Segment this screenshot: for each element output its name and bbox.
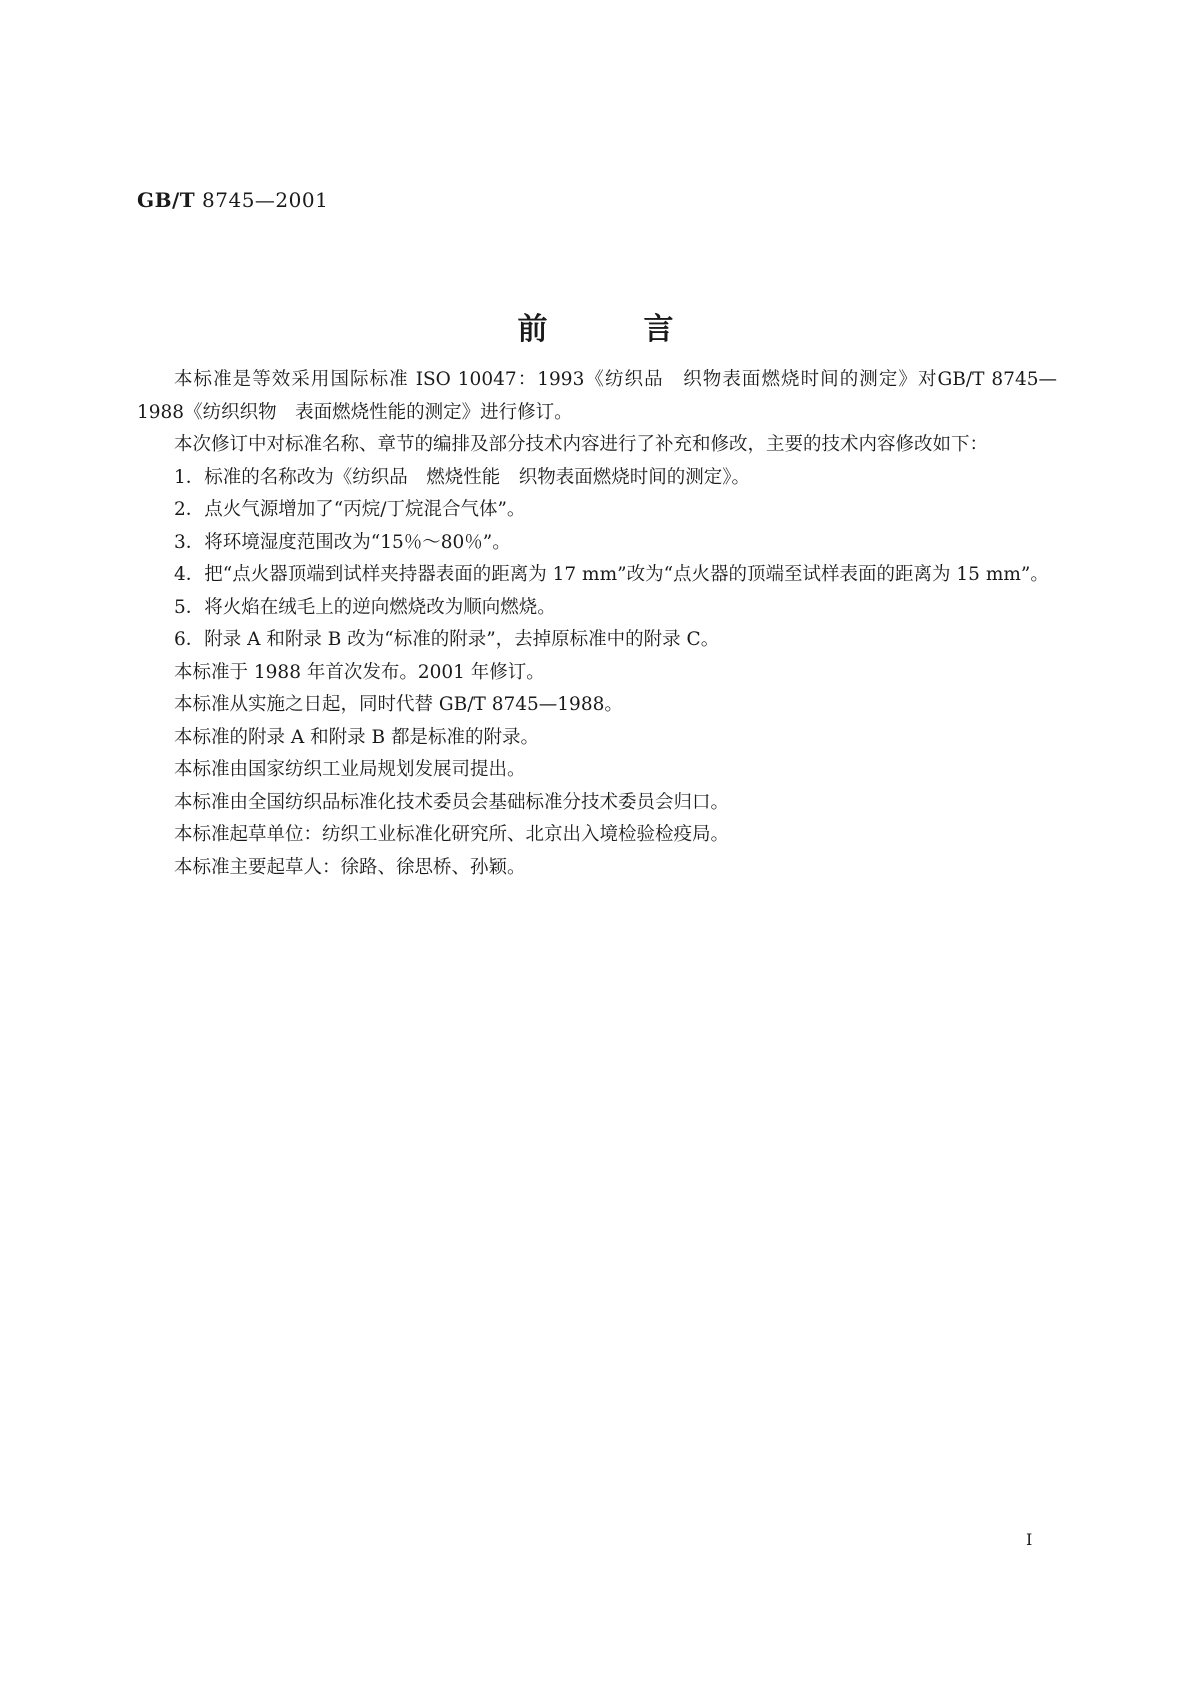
- list-item: 1．标准的名称改为《纺织品 燃烧性能 织物表面燃烧时间的测定》。: [174, 466, 751, 488]
- paragraph: 本标准由国家纺织工业局规划发展司提出。: [174, 759, 526, 780]
- paragraph: 本标准是等效采用国际标准 ISO 10047：1993《纺织品 织物表面燃烧时间的测定》对GB/T 8745—1988《纺织织物 表面燃烧性能的测定》进行修订。: [137, 369, 1057, 423]
- paragraph: 本标准由全国纺织品标准化技术委员会基础标准分技术委员会归口。: [174, 791, 730, 813]
- paragraph: 本标准的附录 A 和附录 B 都是标准的附录。: [174, 726, 539, 748]
- list-item: 3．将环境湿度范围改为“15％～80％”。: [174, 531, 511, 553]
- paragraph: 本标准起草单位：纺织工业标准化研究所、北京出入境检验检疫局。: [174, 824, 730, 845]
- standard-code: [137, 188, 328, 212]
- page-title: 前言: [517, 312, 770, 347]
- page-number: I: [1026, 1530, 1033, 1549]
- list-item: 2．点火气源增加了“丙烷/丁烷混合气体”。: [174, 499, 526, 520]
- list-item: 5．将火焰在绒毛上的逆向燃烧改为顺向燃烧。: [174, 596, 556, 618]
- paragraph: 本标准从实施之日起，同时代替 GB/T 8745—1988。: [174, 694, 623, 715]
- standard-code-prefix: GB/T: [137, 188, 196, 212]
- paragraph: 本次修订中对标准名称、章节的编排及部分技术内容进行了补充和修改，主要的技术内容修改如下：: [174, 434, 989, 455]
- list-item: 6．附录 A 和附录 B 改为“标准的附录”，去掉原标准中的附录 C。: [174, 629, 720, 650]
- paragraph: 本标准于 1988 年首次发布。2001 年修订。: [174, 661, 545, 683]
- standard-code-number: 8745—2001: [195, 188, 329, 212]
- paragraph: 本标准主要起草人：徐路、徐思桥、孙颖。: [174, 856, 526, 878]
- foreword-body: [137, 364, 1057, 884]
- list-item: 4．把“点火器顶端到试样夹持器表面的距离为 17 mm”改为“点火器的顶端至试样表面的距离为 15 mm”。: [174, 564, 1049, 585]
